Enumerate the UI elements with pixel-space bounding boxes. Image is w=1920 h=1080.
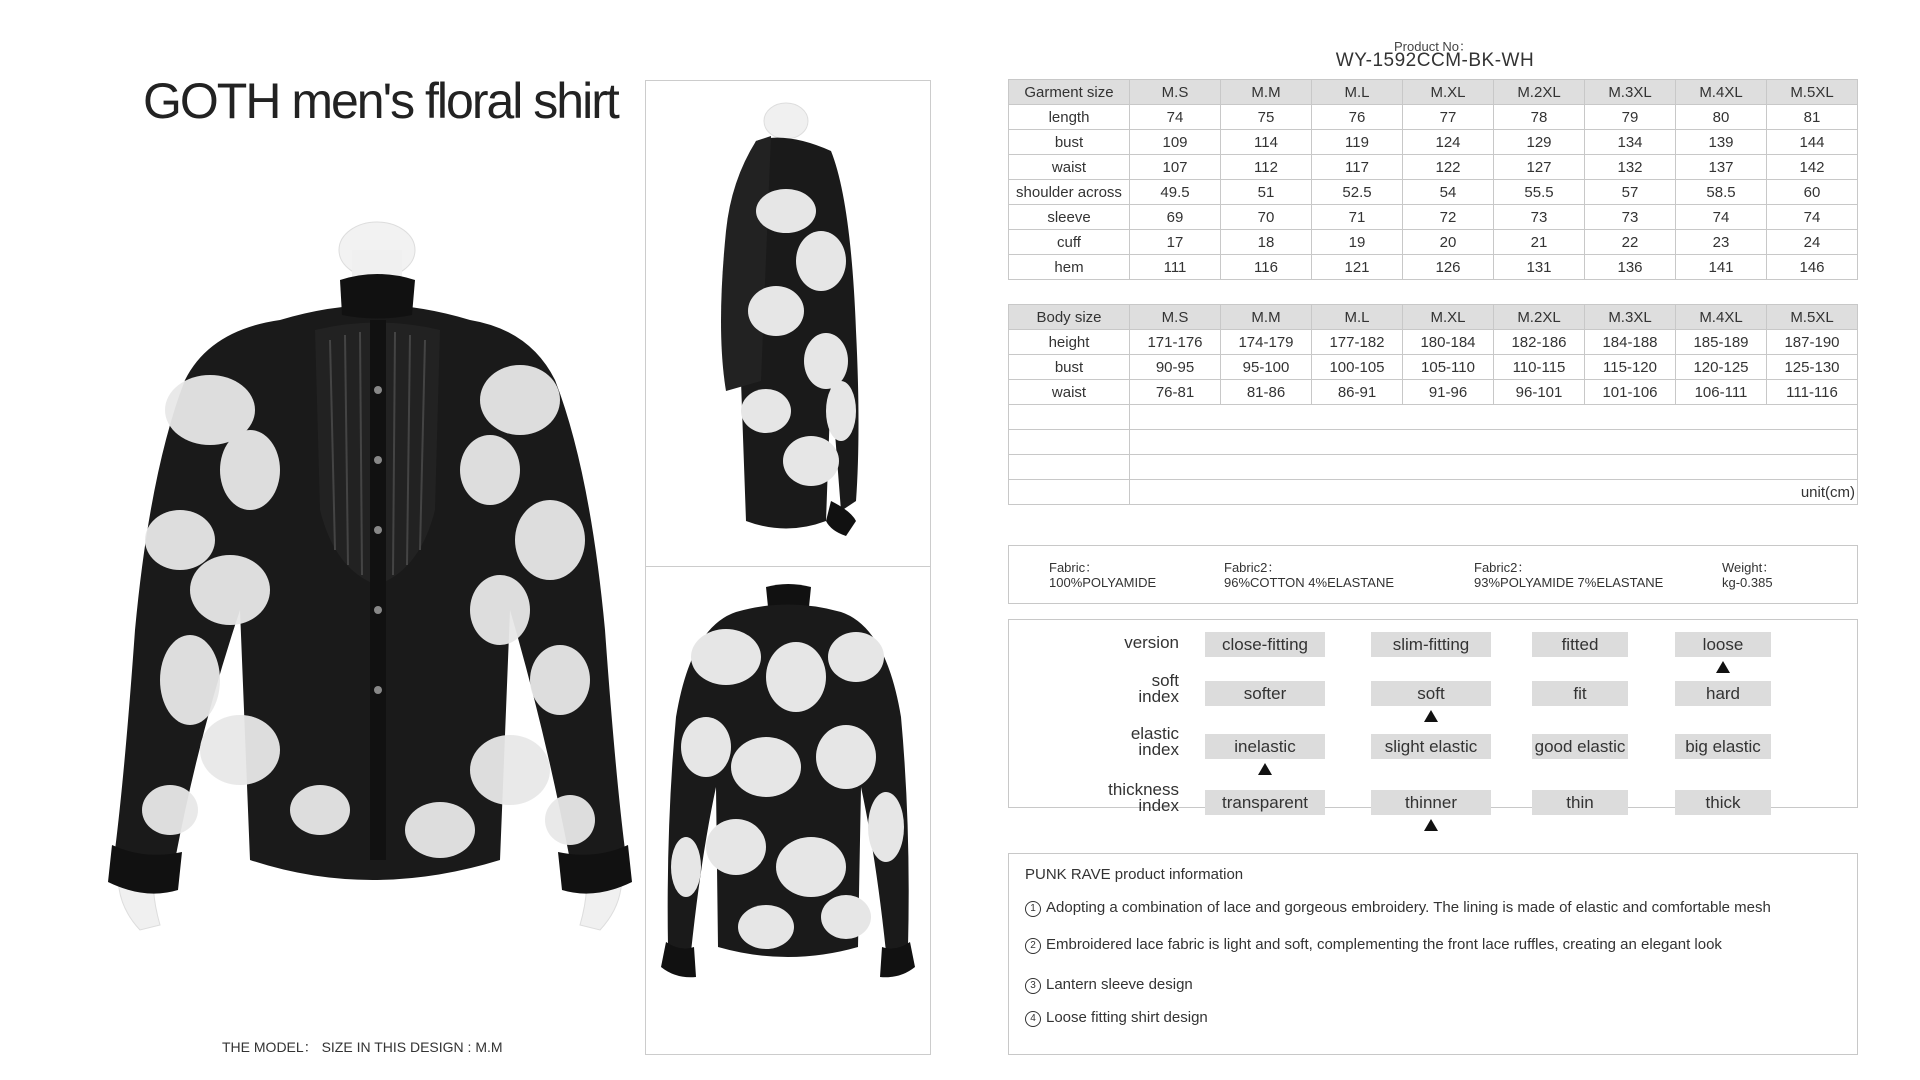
selected-marker-icon	[1424, 819, 1438, 831]
weight-item: Weight： kg-0.385	[1722, 560, 1776, 590]
model-size-note: THE MODEL： SIZE IN THIS DESIGN : M.M	[222, 1039, 503, 1055]
table-cell: M.L	[1312, 80, 1403, 105]
table-cell	[1009, 405, 1130, 430]
table-cell	[1009, 455, 1130, 480]
index-option: thin	[1532, 790, 1628, 815]
index-option: thick	[1675, 790, 1771, 815]
table-cell: 111-116	[1767, 380, 1858, 405]
info-item: 2 Embroidered lace fabric is light and soft, complementing the front lace ruffles, creating an elegant look	[1025, 936, 1722, 954]
table-cell: M.S	[1130, 80, 1221, 105]
index-option: fitted	[1532, 632, 1628, 657]
table-cell: 114	[1221, 130, 1312, 155]
table-cell: 100-105	[1312, 355, 1403, 380]
table-cell: 23	[1676, 230, 1767, 255]
row-label-cell: Body size	[1009, 305, 1130, 330]
table-cell: 72	[1403, 205, 1494, 230]
index-option: transparent	[1205, 790, 1325, 815]
table-cell: 76-81	[1130, 380, 1221, 405]
table-cell	[1009, 430, 1130, 455]
row-label-cell: sleeve	[1009, 205, 1130, 230]
table-cell: 81	[1767, 105, 1858, 130]
table-cell: 78	[1494, 105, 1585, 130]
empty-table-row	[1009, 430, 1858, 455]
table-cell: 139	[1676, 130, 1767, 155]
table-cell: 19	[1312, 230, 1403, 255]
table-cell: 136	[1585, 255, 1676, 280]
table-cell: M.3XL	[1585, 305, 1676, 330]
table-cell: 185-189	[1676, 330, 1767, 355]
table-cell: 96-101	[1494, 380, 1585, 405]
product-title: GOTH men's floral shirt	[143, 73, 618, 129]
table-cell	[1130, 455, 1858, 480]
table-cell: 124	[1403, 130, 1494, 155]
row-label-cell: hem	[1009, 255, 1130, 280]
table-cell: 131	[1494, 255, 1585, 280]
table-cell: 52.5	[1312, 180, 1403, 205]
item-number: 1	[1025, 901, 1041, 917]
table-row	[1009, 380, 1858, 405]
table-cell: 105-110	[1403, 355, 1494, 380]
table-cell: 132	[1585, 155, 1676, 180]
table-cell: 117	[1312, 155, 1403, 180]
table-cell: 171-176	[1130, 330, 1221, 355]
table-cell: 112	[1221, 155, 1312, 180]
table-cell: 122	[1403, 155, 1494, 180]
table-row	[1009, 205, 1858, 230]
table-cell: M.XL	[1403, 305, 1494, 330]
row-label-cell: length	[1009, 105, 1130, 130]
selected-marker-icon	[1258, 763, 1272, 775]
fit-index-box	[1008, 619, 1858, 815]
item-number: 4	[1025, 1011, 1041, 1027]
table-cell: 184-188	[1585, 330, 1676, 355]
row-label-cell: waist	[1009, 155, 1130, 180]
table-cell: 77	[1403, 105, 1494, 130]
index-label-elastic-index: elastic index	[1130, 724, 1179, 759]
side-view-photo-frame	[645, 80, 931, 568]
table-cell: M.L	[1312, 305, 1403, 330]
item-number: 3	[1025, 978, 1041, 994]
index-option: good elastic	[1532, 734, 1628, 759]
empty-table-row	[1009, 405, 1858, 430]
index-label-thickness-index: thickness index	[1108, 780, 1179, 815]
fabric-item: Fabric2： 96%COTTON 4%ELASTANE	[1224, 560, 1395, 590]
info-heading: PUNK RAVE product information	[1025, 866, 1244, 883]
table-cell: 187-190	[1767, 330, 1858, 355]
table-cell: M.2XL	[1494, 80, 1585, 105]
table-row	[1009, 330, 1858, 355]
row-label-cell: height	[1009, 330, 1130, 355]
table-cell: M.3XL	[1585, 80, 1676, 105]
row-label-cell: bust	[1009, 130, 1130, 155]
table-cell: 22	[1585, 230, 1676, 255]
index-option: fit	[1532, 681, 1628, 706]
table-header-row	[1009, 80, 1858, 105]
index-option: big elastic	[1675, 734, 1771, 759]
table-cell: 58.5	[1676, 180, 1767, 205]
table-cell: 17	[1130, 230, 1221, 255]
front-product-photo	[90, 210, 650, 1030]
table-row	[1009, 255, 1858, 280]
table-cell	[1130, 430, 1858, 455]
table-cell: 174-179	[1221, 330, 1312, 355]
table-cell: 90-95	[1130, 355, 1221, 380]
table-cell: 49.5	[1130, 180, 1221, 205]
table-cell: 119	[1312, 130, 1403, 155]
table-cell: M.4XL	[1676, 80, 1767, 105]
table-header-row	[1009, 305, 1858, 330]
table-cell: 120-125	[1676, 355, 1767, 380]
back-product-photo	[646, 567, 930, 1054]
table-row	[1009, 180, 1858, 205]
table-cell	[1009, 480, 1130, 505]
table-cell: 110-115	[1494, 355, 1585, 380]
table-cell: 73	[1494, 205, 1585, 230]
table-cell: M.M	[1221, 305, 1312, 330]
table-cell: 146	[1767, 255, 1858, 280]
table-cell: 101-106	[1585, 380, 1676, 405]
product-number: WY-1592CCM-BK-WH	[1335, 50, 1535, 71]
table-cell: 137	[1676, 155, 1767, 180]
table-cell: 182-186	[1494, 330, 1585, 355]
table-row	[1009, 155, 1858, 180]
index-option: slight elastic	[1371, 734, 1491, 759]
table-cell: 54	[1403, 180, 1494, 205]
product-info-box	[1008, 853, 1858, 1055]
table-cell: 55.5	[1494, 180, 1585, 205]
fabric-item: Fabric2： 93%POLYAMIDE 7%ELASTANE	[1474, 560, 1664, 590]
side-product-photo	[646, 81, 930, 567]
row-label-cell: Garment size	[1009, 80, 1130, 105]
table-cell: 142	[1767, 155, 1858, 180]
table-cell: 121	[1312, 255, 1403, 280]
index-option: hard	[1675, 681, 1771, 706]
table-row	[1009, 105, 1858, 130]
index-option: thinner	[1371, 790, 1491, 815]
table-cell: 95-100	[1221, 355, 1312, 380]
table-cell: 91-96	[1403, 380, 1494, 405]
empty-table-row	[1009, 480, 1858, 505]
table-cell: 109	[1130, 130, 1221, 155]
table-cell: 76	[1312, 105, 1403, 130]
table-cell: 71	[1312, 205, 1403, 230]
table-cell: 20	[1403, 230, 1494, 255]
table-cell: M.4XL	[1676, 305, 1767, 330]
table-cell: 129	[1494, 130, 1585, 155]
table-cell: 51	[1221, 180, 1312, 205]
table-cell: 177-182	[1312, 330, 1403, 355]
index-option: soft	[1371, 681, 1491, 706]
table-cell: 126	[1403, 255, 1494, 280]
table-cell	[1130, 405, 1858, 430]
fabric-item: Fabric： 100%POLYAMIDE	[1049, 560, 1157, 590]
table-cell: M.S	[1130, 305, 1221, 330]
table-cell: 74	[1767, 205, 1858, 230]
table-cell: 70	[1221, 205, 1312, 230]
table-cell: 81-86	[1221, 380, 1312, 405]
index-option: slim-fitting	[1371, 632, 1491, 657]
selected-marker-icon	[1424, 710, 1438, 722]
unit-label: unit(cm)	[1130, 480, 1858, 505]
back-view-photo-frame	[645, 566, 931, 1055]
table-cell: 127	[1494, 155, 1585, 180]
index-option: inelastic	[1205, 734, 1325, 759]
table-row	[1009, 355, 1858, 380]
table-cell: 106-111	[1676, 380, 1767, 405]
empty-table-row	[1009, 455, 1858, 480]
row-label-cell: bust	[1009, 355, 1130, 380]
table-cell: 80	[1676, 105, 1767, 130]
index-option: close-fitting	[1205, 632, 1325, 657]
row-label-cell: cuff	[1009, 230, 1130, 255]
table-row	[1009, 230, 1858, 255]
table-cell: 111	[1130, 255, 1221, 280]
info-item: 4 Loose fitting shirt design	[1025, 1009, 1208, 1027]
table-cell: M.2XL	[1494, 305, 1585, 330]
table-cell: 60	[1767, 180, 1858, 205]
table-cell: 125-130	[1767, 355, 1858, 380]
table-cell: 73	[1585, 205, 1676, 230]
index-option: softer	[1205, 681, 1325, 706]
table-cell: 86-91	[1312, 380, 1403, 405]
row-label-cell: waist	[1009, 380, 1130, 405]
spacer-row	[1009, 280, 1858, 305]
table-cell: M.5XL	[1767, 305, 1858, 330]
table-cell: 69	[1130, 205, 1221, 230]
table-cell: 144	[1767, 130, 1858, 155]
index-label-version: version	[1124, 633, 1179, 652]
info-item: 1 Adopting a combination of lace and gorgeous embroidery. The lining is made of elastic and comfortable mesh	[1025, 899, 1771, 917]
info-item: 3 Lantern sleeve design	[1025, 976, 1193, 994]
table-cell: M.M	[1221, 80, 1312, 105]
table-cell: 79	[1585, 105, 1676, 130]
table-cell: 74	[1676, 205, 1767, 230]
index-label-soft-index: soft index	[1138, 671, 1179, 706]
size-chart-table	[1008, 79, 1858, 505]
table-cell: 134	[1585, 130, 1676, 155]
table-cell: 141	[1676, 255, 1767, 280]
row-label-cell: shoulder across	[1009, 180, 1130, 205]
product-number-label: Product No：	[1394, 39, 1473, 54]
table-cell: 75	[1221, 105, 1312, 130]
table-cell: M.5XL	[1767, 80, 1858, 105]
table-cell: 115-120	[1585, 355, 1676, 380]
table-row	[1009, 130, 1858, 155]
table-cell: 116	[1221, 255, 1312, 280]
table-cell: 107	[1130, 155, 1221, 180]
spacer-cell	[1009, 280, 1858, 305]
table-cell: M.XL	[1403, 80, 1494, 105]
table-cell: 180-184	[1403, 330, 1494, 355]
index-option: loose	[1675, 632, 1771, 657]
table-cell: 74	[1130, 105, 1221, 130]
selected-marker-icon	[1716, 661, 1730, 673]
table-cell: 24	[1767, 230, 1858, 255]
fabric-info-box	[1008, 545, 1858, 604]
table-cell: 21	[1494, 230, 1585, 255]
table-cell: 18	[1221, 230, 1312, 255]
table-cell: 57	[1585, 180, 1676, 205]
item-number: 2	[1025, 938, 1041, 954]
